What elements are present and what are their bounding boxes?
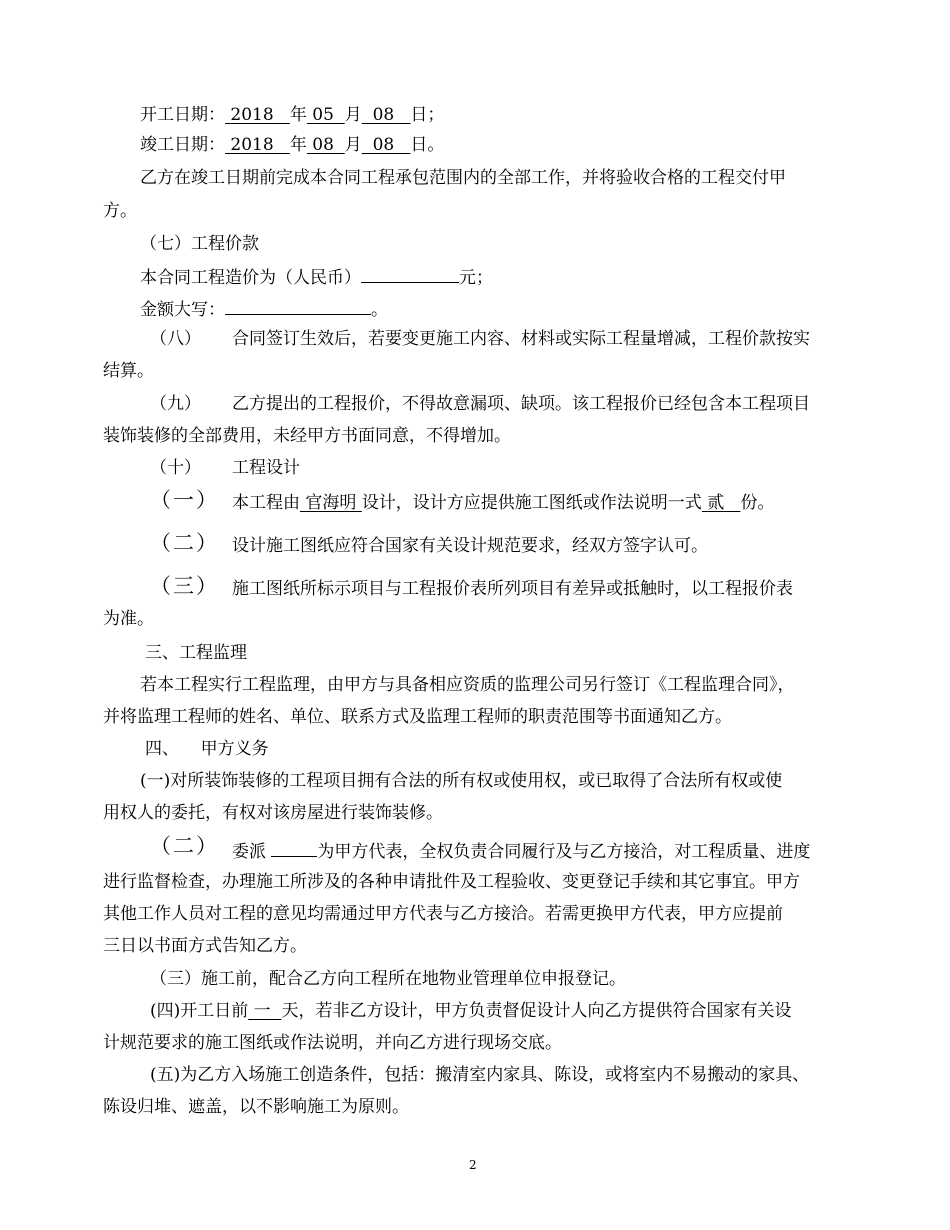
obligation-5-line-1: (五)为乙方入场施工创造条件，包括：搬清室内家具、陈设，或将室内不易搬动的家具、: [150, 1065, 810, 1085]
obligation-1-line-2: 用权人的委托，有权对该房屋进行装饰装修。: [103, 803, 443, 823]
design-2-text: 设计施工图纸应符合国家有关设计规范要求，经双方签字认可。: [232, 536, 708, 556]
section-3-line-2: 并将监理工程师的姓名、单位、联系方式及监理工程师的职责范围等书面通知乙方。: [103, 707, 732, 727]
year-char: 年: [289, 105, 307, 125]
start-year: 2018: [230, 105, 274, 125]
amount-line: [140, 297, 388, 321]
end-year: 2018: [230, 135, 274, 155]
obligation-2-line-4: 三日以书面方式告知乙方。: [103, 936, 307, 956]
obligation-2-prefix: 委派: [232, 842, 266, 862]
design-1-end: 份。: [740, 493, 775, 513]
end-day: 08: [372, 135, 395, 155]
section-9-number: （九）: [150, 394, 201, 414]
design-1-number: （一）: [150, 488, 219, 512]
design-1-line: [232, 492, 774, 514]
obligation-1-line-1: (一)对所装饰装修的工程项目拥有合法的所有权或使用权，或已取得了合法所有权或使: [140, 771, 783, 791]
section-10-number: （十）: [150, 458, 201, 478]
obligation-3-text: （三）施工前，配合乙方向工程所在地物业管理单位申报登记。: [150, 969, 626, 989]
obligation-4-line-1: [150, 1000, 791, 1022]
design-2-number: （二）: [150, 531, 219, 555]
day-char: 日；: [410, 105, 445, 125]
design-3-line-1: 施工图纸所标示项目与工程报价表所列项目有差异或抵触时，以工程报价表: [232, 579, 793, 599]
section-8-line-1: 合同签订生效后，若要变更施工内容、材料或实际工程量增减，工程价款按实: [232, 329, 810, 349]
end-month: 08: [312, 135, 334, 155]
designer-name: 官海明: [305, 493, 357, 513]
price-line: [140, 265, 493, 289]
section-8-line-2: 结算。: [103, 361, 154, 381]
amount-label: 金额大写：: [140, 300, 225, 320]
section-3-title: 三、工程监理: [145, 643, 247, 663]
obligation-2-rest: 为甲方代表，全权负责合同履行及与乙方接洽，对工程质量、进度: [317, 842, 811, 862]
delivery-line-1: 乙方在竣工日期前完成本合同工程承包范围内的全部工作，并将验收合格的工程交付甲: [140, 168, 786, 188]
amount-blank: [225, 297, 371, 315]
delivery-line-2: 方。: [103, 201, 137, 221]
copies-count: 贰: [707, 493, 725, 513]
section-9-line-1: 乙方提出的工程报价，不得故意漏项、缺项。该工程报价已经包含本工程项目: [232, 394, 810, 414]
obligation-4-rest: 天，若非乙方设计，甲方负责督促设计人向乙方提供符合国家有关设: [281, 1001, 792, 1021]
representative-blank: [271, 839, 317, 857]
day-char: 日。: [410, 135, 445, 155]
section-9-line-2: 装饰装修的全部费用，未经甲方书面同意，不得增加。: [103, 426, 511, 446]
page-number: 2: [469, 1158, 477, 1172]
obligation-4-prefix: (四)开工日前: [150, 1001, 249, 1021]
section-8-number: （八）: [150, 329, 201, 349]
obligation-2-line-3: 其他工作人员对工程的意见均需通过甲方代表与乙方接洽。若需更换甲方代表，甲方应提前: [103, 904, 783, 924]
design-1-middle: 设计，设计方应提供施工图纸或作法说明一式: [361, 493, 702, 513]
month-char: 月: [344, 105, 362, 125]
start-day: 08: [372, 105, 395, 125]
month-char: 月: [344, 135, 362, 155]
price-label: 本合同工程造价为（人民币）: [140, 268, 361, 288]
obligation-2-number: （二）: [150, 834, 219, 858]
design-3-number: （三）: [150, 574, 219, 598]
days-before-start: 一: [253, 1001, 271, 1021]
obligation-2-line-1: [232, 839, 810, 863]
start-date-label: 开工日期：: [140, 105, 225, 125]
amount-end: 。: [371, 300, 388, 320]
start-month: 05: [312, 105, 334, 125]
end-date-line: [140, 134, 444, 156]
price-blank: [361, 265, 459, 283]
section-4-title: 四、 甲方义务: [145, 739, 269, 759]
year-char: 年: [289, 135, 307, 155]
start-date-line: [140, 104, 444, 126]
section-7-title: （七）工程价款: [140, 234, 259, 254]
obligation-4-line-2: 计规范要求的施工图纸或作法说明，并向乙方进行现场交底。: [103, 1033, 562, 1053]
price-unit: 元；: [459, 268, 493, 288]
obligation-2-line-2: 进行监督检查，办理施工所涉及的各种申请批件及工程验收、变更登记手续和其它事宜。甲方: [103, 872, 800, 892]
end-date-label: 竣工日期：: [140, 135, 225, 155]
design-1-prefix: 本工程由: [232, 493, 300, 513]
design-3-line-2: 为准。: [103, 609, 154, 629]
section-3-line-1: 若本工程实行工程监理，由甲方与具备相应资质的监理公司另行签订《工程监理合同》，: [140, 675, 795, 695]
obligation-5-line-2: 陈设归堆、遮盖，以不影响施工为原则。: [103, 1097, 409, 1117]
section-10-title: 工程设计: [232, 458, 300, 478]
